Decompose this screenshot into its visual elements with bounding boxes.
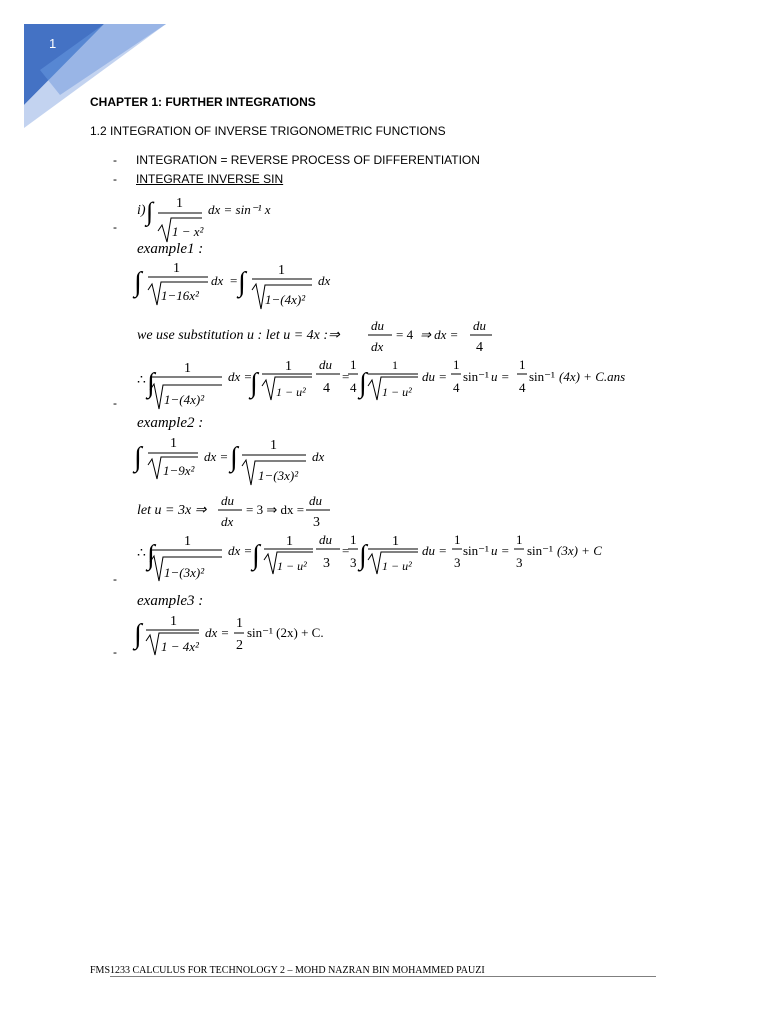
du: du [371, 318, 384, 333]
dx: dx [318, 273, 331, 288]
numerator-one: 1 [184, 361, 191, 376]
numerator-one: 1 [270, 438, 277, 453]
denominator: 1−(3x)² [164, 565, 205, 580]
integral-sign: ∫ [359, 368, 367, 399]
denominator: 1 − 4x² [161, 639, 199, 654]
dx: dx [221, 514, 234, 529]
du: du [221, 493, 234, 508]
equals-three: = 3 ⇒ dx = [246, 502, 305, 517]
dx: dx [312, 449, 325, 464]
integral-sign: ∫ [147, 540, 155, 571]
dx-equals: dx = [204, 449, 229, 464]
numerator-one: 1 [392, 534, 399, 549]
denominator: 1 − u² [277, 559, 307, 573]
denominator: 1−(3x)² [258, 468, 299, 483]
frac-den: 3 [454, 555, 461, 570]
u-equals: u = [491, 369, 510, 384]
frac-num: 1 [454, 532, 461, 547]
therefore-symbol: ∴ [137, 373, 146, 388]
denominator: 1−(4x)² [164, 392, 205, 407]
dx-equals: dx = [205, 625, 230, 640]
denominator: 1 − u² [276, 385, 306, 399]
frac-den: 2 [236, 638, 243, 653]
chapter-title: CHAPTER 1: FURTHER INTEGRATIONS [90, 95, 316, 109]
equals: = [342, 543, 350, 558]
numerator-one: 1 [184, 534, 191, 549]
frac-den: 3 [350, 555, 357, 570]
numerator-one: 1 [170, 614, 177, 629]
page-number: 1 [49, 36, 57, 51]
blank-dash: - [113, 645, 117, 659]
integral-sign: ∫ [252, 540, 260, 571]
denominator: 1 − x² [172, 224, 204, 239]
equals-four: = 4 [396, 327, 414, 342]
integral-sign: ∫ [359, 540, 367, 571]
denominator: 1−16x² [161, 288, 199, 303]
frac-num: 1 [236, 616, 243, 631]
example-1-label: example1 : [137, 241, 204, 257]
equals: = [342, 369, 350, 384]
integral-sign: ∫ [250, 368, 258, 399]
equals: = [230, 273, 238, 288]
numerator-one: 1 [170, 436, 177, 451]
four: 4 [476, 340, 483, 355]
du-equals: du = [422, 543, 448, 558]
integral-sign: ∫ [238, 267, 246, 298]
frac-num: 1 [350, 357, 357, 372]
integral-sign: ∫ [230, 442, 238, 473]
frac-den: 4 [350, 380, 357, 395]
bullet-text: INTEGRATION = REVERSE PROCESS OF DIFFERENTIATION [136, 153, 480, 167]
formula-rhs: dx = sin⁻¹ x [208, 202, 271, 217]
u-equals: u = [491, 543, 510, 558]
numerator-one: 1 [285, 359, 292, 374]
four: 4 [323, 381, 330, 396]
example-3-label: example3 : [137, 593, 204, 609]
du: du [309, 493, 322, 508]
du: du [319, 532, 332, 547]
du: du [473, 318, 486, 333]
section-title: 1.2 INTEGRATION OF INVERSE TRIGONOMETRIC FUNCTIONS [90, 124, 446, 138]
three: 3 [323, 556, 330, 571]
dx-equals: dx = [228, 543, 253, 558]
frac-num: 1 [516, 532, 523, 547]
let-text: let u = 3x ⇒ [137, 503, 207, 518]
denominator: 1−(4x)² [265, 292, 306, 307]
therefore-symbol: ∴ [137, 546, 146, 561]
bullet-dash: - [113, 172, 117, 186]
bullet-text: INTEGRATE INVERSE SIN [136, 172, 284, 186]
footer-text: FMS1233 CALCULUS FOR TECHNOLOGY 2 – MOHD NAZRAN BIN MOHAMMED PAUZI [90, 965, 485, 976]
formula-label: i) [137, 203, 146, 218]
blank-dash: - [113, 572, 117, 586]
frac-num: 1 [519, 357, 526, 372]
bullet-dash: - [113, 153, 117, 167]
footer-divider [110, 976, 656, 977]
integral-sign: ∫ [134, 442, 142, 473]
numerator-one: 1 [286, 534, 293, 549]
du-equals: du = [422, 369, 448, 384]
sin-inverse: sin⁻¹ [463, 543, 489, 558]
frac-num: 1 [350, 532, 357, 547]
numerator-one: 1 [176, 196, 183, 211]
blank-dash: - [113, 220, 117, 234]
denominator: 1 − u² [382, 559, 412, 573]
integral-sign: ∫ [134, 267, 142, 298]
blank-dash: - [113, 396, 117, 410]
frac-den: 4 [519, 380, 526, 395]
answer-tail: (3x) + C [557, 543, 602, 558]
implies-dx: ⇒ dx = [420, 327, 459, 342]
frac-den: 3 [516, 555, 523, 570]
sin-inverse: sin⁻¹ [529, 369, 555, 384]
example-2-label: example2 : [137, 415, 204, 431]
sin-inverse: sin⁻¹ [527, 543, 553, 558]
dx: dx [211, 273, 224, 288]
frac-den: 4 [453, 380, 460, 395]
numerator-one: 1 [173, 261, 180, 276]
integral-sign: ∫ [147, 368, 155, 399]
numerator-one: 1 [392, 358, 398, 372]
denominator: 1 − u² [382, 385, 412, 399]
answer-tail: sin⁻¹ (2x) + C. [247, 625, 324, 640]
dx-equals: dx = [228, 369, 253, 384]
sin-inverse: sin⁻¹ [463, 369, 489, 384]
frac-num: 1 [453, 357, 460, 372]
numerator-one: 1 [278, 263, 285, 278]
du: du [319, 357, 332, 372]
three: 3 [313, 515, 320, 530]
dx: dx [371, 339, 384, 354]
denominator: 1−9x² [163, 463, 195, 478]
substitution-text: we use substitution u : let u = 4x :⇒ [137, 328, 340, 343]
integral-sign: ∫ [146, 197, 154, 226]
answer-tail: (4x) + C.ans [559, 369, 626, 384]
integral-sign: ∫ [134, 619, 142, 650]
